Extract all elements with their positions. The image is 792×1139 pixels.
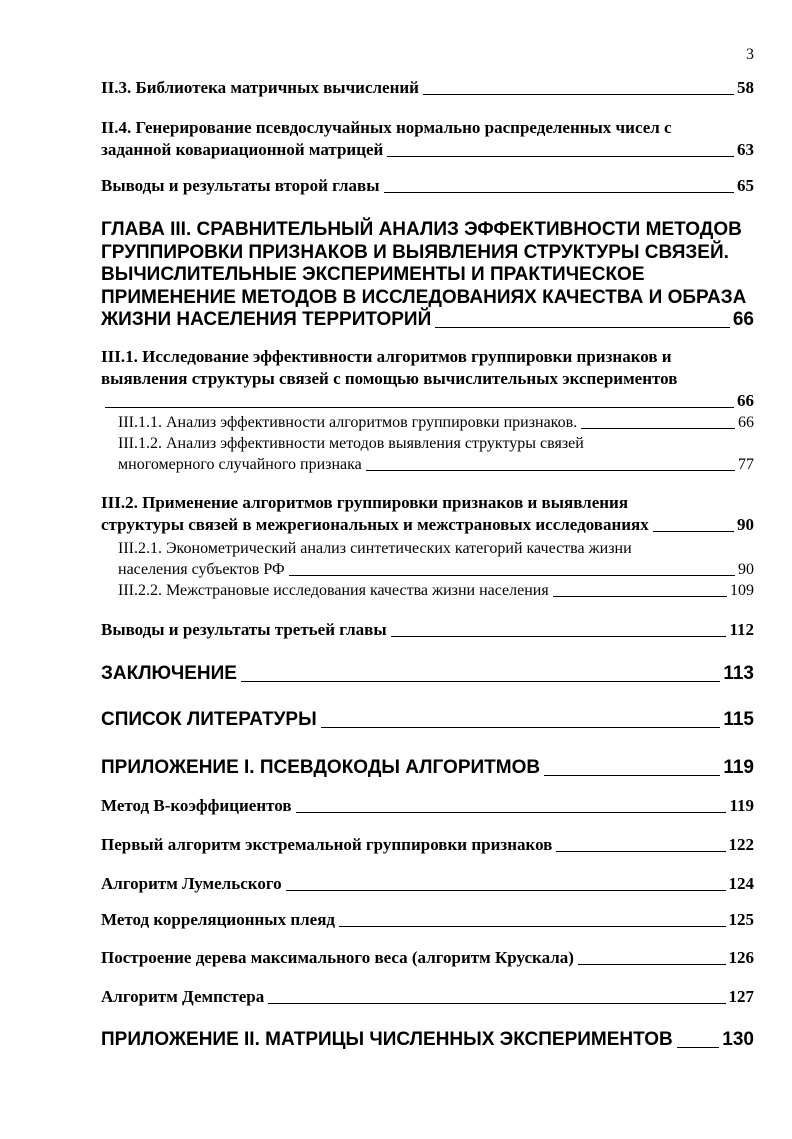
toc-entry-title: Построение дерева максимального веса (алгоритм Крускала) [101, 948, 574, 967]
toc-entry[interactable] [101, 117, 754, 161]
leader-line [653, 530, 734, 532]
toc-entry[interactable] [101, 219, 754, 332]
leader-line [286, 889, 726, 891]
toc-entry-title: ПРИМЕНЕНИЕ МЕТОДОВ В ИССЛЕДОВАНИЯХ КАЧЕСТВА И ОБРАЗА [101, 286, 747, 308]
leader-line [677, 1046, 720, 1048]
toc-entry[interactable] [101, 175, 754, 197]
toc-page-number: 127 [728, 987, 754, 1006]
leader-line [387, 155, 734, 157]
toc-page-number: 115 [723, 709, 754, 730]
toc-entry-title: II.4. Генерирование псевдослучайных нормально распределенных чисел с [101, 118, 672, 137]
toc-entry-title: заданной ковариационной матрицей [101, 140, 384, 159]
toc-entry[interactable] [101, 986, 754, 1008]
toc-entry[interactable] [118, 433, 754, 475]
toc-page-number: 113 [723, 663, 754, 684]
toc-page-number: 125 [728, 910, 754, 929]
leader-line [339, 925, 726, 927]
leader-line [578, 963, 726, 965]
toc-entry[interactable] [101, 795, 754, 817]
toc-page-number: 66 [737, 391, 754, 410]
toc-page-number: 66 [732, 309, 754, 330]
toc-page-number: 109 [730, 582, 754, 599]
toc-entry-title: населения субъектов РФ [118, 561, 285, 578]
toc-entry-title: Метод корреляционных плеяд [101, 910, 335, 929]
toc-entry[interactable] [118, 538, 754, 580]
toc-entry[interactable] [118, 412, 754, 433]
toc-entry[interactable] [101, 834, 754, 856]
leader-line [544, 774, 720, 776]
toc-page-number: 130 [722, 1029, 754, 1050]
toc-entry[interactable] [118, 580, 754, 601]
toc-entry[interactable] [101, 757, 754, 780]
toc-entry-title: II.3. Библиотека матричных вычислений [101, 78, 419, 97]
leader-line [321, 726, 721, 728]
toc-entry-title: Первый алгоритм экстремальной группировки признаков [101, 835, 553, 854]
leader-line [556, 850, 725, 852]
toc-entry-title: Метод В-коэффициентов [101, 796, 292, 815]
leader-line [241, 680, 720, 682]
toc-page-number: 126 [728, 948, 754, 967]
toc-entry-title: ЗАКЛЮЧЕНИЕ [101, 663, 237, 684]
toc-entry-title: Алгоритм Лумельского [101, 874, 282, 893]
toc-page-number: 58 [737, 78, 754, 97]
leader-line [296, 811, 727, 813]
toc-entry-title: Выводы и результаты второй главы [101, 176, 380, 195]
toc-entry-title: ЖИЗНИ НАСЕЛЕНИЯ ТЕРРИТОРИЙ [101, 309, 432, 330]
toc-entry-title: III.2.1. Эконометрический анализ синтетических категорий качества жизни [118, 540, 632, 557]
toc-entry[interactable] [101, 873, 754, 895]
toc-entry[interactable] [101, 492, 754, 536]
toc-entry-title: ПРИЛОЖЕНИЕ I. ПСЕВДОКОДЫ АЛГОРИТМОВ [101, 757, 541, 778]
toc-entry-title: СПИСОК ЛИТЕРАТУРЫ [101, 709, 317, 730]
toc-entry-title: III.1.1. Анализ эффективности алгоритмов группировки признаков. [118, 414, 578, 431]
leader-line [268, 1002, 725, 1004]
toc-entry-title: многомерного случайного признака [118, 456, 362, 473]
toc-entry-title: III.1.2. Анализ эффективности методов выявления структуры связей [118, 435, 584, 452]
toc-entry[interactable] [101, 663, 754, 686]
toc-page-number: 124 [728, 874, 754, 893]
toc-page-number: 65 [737, 176, 754, 195]
toc-entry[interactable] [101, 346, 754, 412]
page-number: 3 [746, 46, 754, 63]
toc-entry-title: III.2.2. Межстрановые исследования качества жизни населения [118, 582, 549, 599]
toc-page-number: 66 [738, 414, 754, 431]
toc-entry-title: ГРУППИРОВКИ ПРИЗНАКОВ И ВЫЯВЛЕНИЯ СТРУКТУРЫ СВЯЗЕЙ. [101, 241, 729, 263]
toc-page-number: 63 [737, 140, 754, 159]
toc-page-number: 112 [729, 620, 754, 639]
leader-line [581, 427, 735, 429]
toc-entry-title: структуры связей в межрегиональных и межстрановых исследованиях [101, 515, 649, 534]
toc-page-number: 77 [738, 456, 754, 473]
leader-line [391, 635, 727, 637]
toc-entry[interactable] [101, 619, 754, 641]
toc-entry-title: ПРИЛОЖЕНИЕ II. МАТРИЦЫ ЧИСЛЕННЫХ ЭКСПЕРИМЕНТОВ [101, 1029, 673, 1050]
toc-page-number: 122 [728, 835, 754, 854]
toc-entry-title: III.2. Применение алгоритмов группировки признаков и выявления [101, 493, 629, 512]
toc-entry-title: Выводы и результаты третьей главы [101, 620, 387, 639]
toc-entry-title: III.1. Исследование эффективности алгоритмов группировки признаков и [101, 347, 672, 366]
toc-page-number: 119 [729, 796, 754, 815]
toc-entry-title: ВЫЧИСЛИТЕЛЬНЫЕ ЭКСПЕРИМЕНТЫ И ПРАКТИЧЕСКОЕ [101, 264, 645, 285]
toc-entry[interactable] [101, 77, 754, 99]
leader-line [289, 574, 735, 576]
toc-page-number: 119 [723, 757, 754, 778]
toc-entry-title: ГЛАВА III. СРАВНИТЕЛЬНЫЙ АНАЛИЗ ЭФФЕКТИВНОСТИ МЕТОДОВ [101, 219, 742, 240]
toc-entry[interactable] [101, 709, 754, 732]
toc-entry[interactable] [101, 909, 754, 931]
leader-line [423, 93, 734, 95]
toc-entry[interactable] [101, 1029, 754, 1052]
toc-page-number: 90 [737, 515, 754, 534]
leader-line [384, 191, 734, 193]
toc-entry[interactable] [101, 947, 754, 969]
toc-entry-title: выявления структуры связей с помощью вычислительных экспериментов [101, 369, 678, 388]
leader-line [105, 406, 734, 408]
leader-line [435, 326, 730, 328]
leader-line [553, 595, 727, 597]
toc-entry-title: Алгоритм Демпстера [101, 987, 265, 1006]
toc-page-number: 90 [738, 561, 754, 578]
leader-line [366, 469, 735, 471]
